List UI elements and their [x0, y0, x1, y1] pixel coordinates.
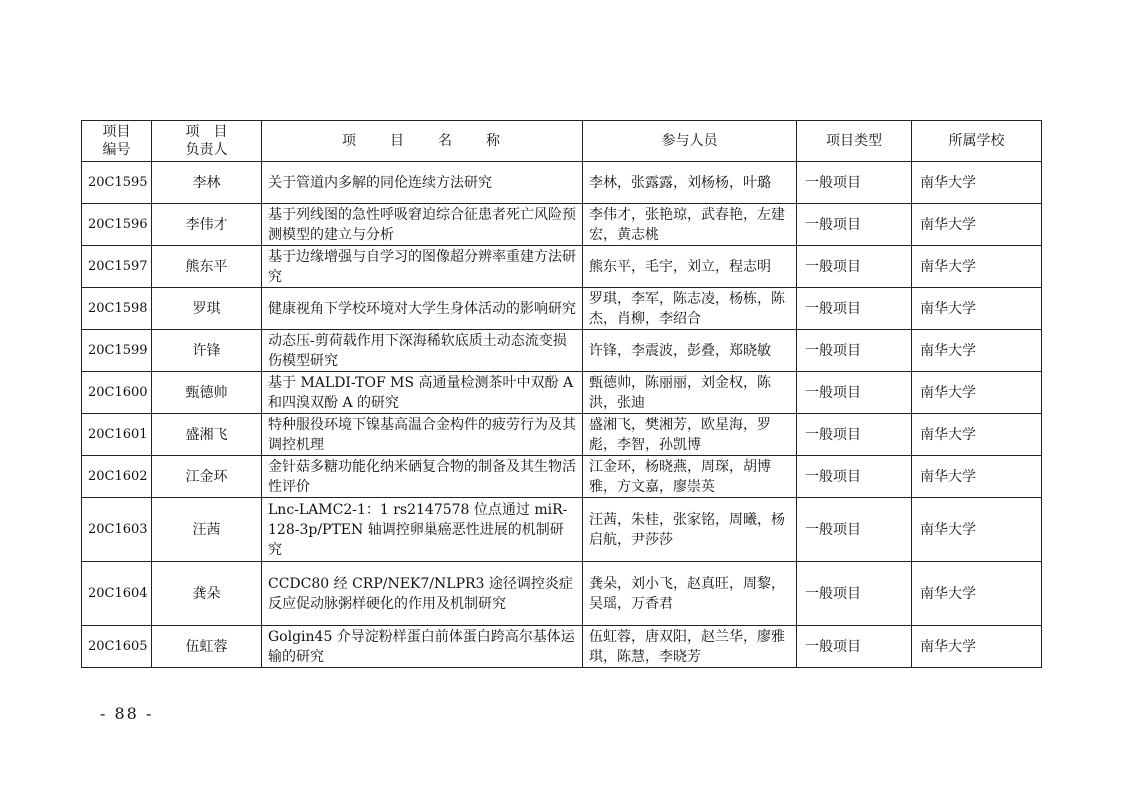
project-leader: 伍虹蓉 [152, 626, 262, 668]
project-members: 许锋，李震波，彭叠，郑晓敏 [583, 330, 797, 372]
project-name: 基于 MALDI-TOF MS 高通量检测茶叶中双酚 A 和四溴双酚 A 的研究 [262, 372, 583, 414]
project-members: 甄德帅，陈丽丽，刘金权，陈洪，张迪 [583, 372, 797, 414]
project-leader: 汪茜 [152, 498, 262, 562]
project-school: 南华大学 [912, 204, 1042, 246]
project-name: 特种服役环境下镍基高温合金构件的疲劳行为及其调控机理 [262, 414, 583, 456]
table-row [82, 414, 1042, 456]
table-row [82, 162, 1042, 204]
header-members: 参与人员 [583, 121, 797, 162]
project-code: 20C1599 [82, 330, 152, 372]
project-code: 20C1597 [82, 246, 152, 288]
header-leader-line1: 项 目 [185, 124, 228, 140]
project-school: 南华大学 [912, 372, 1042, 414]
project-members: 龚朵，刘小飞，赵真旺，周黎，吴瑶，万香君 [583, 562, 797, 626]
project-members: 李林，张露露，刘杨杨，叶璐 [583, 162, 797, 204]
project-code: 20C1604 [82, 562, 152, 626]
table-row [82, 498, 1042, 562]
project-members: 江金环，杨晓燕，周琛，胡博雅，方文嘉，廖崇英 [583, 456, 797, 498]
project-school: 南华大学 [912, 414, 1042, 456]
project-name: Golgin45 介导淀粉样蛋白前体蛋白跨高尔基体运输的研究 [262, 626, 583, 668]
project-leader: 甄德帅 [152, 372, 262, 414]
project-type: 一般项目 [797, 456, 912, 498]
project-code: 20C1598 [82, 288, 152, 330]
project-school: 南华大学 [912, 246, 1042, 288]
project-members: 盛湘飞，樊湘芳，欧星海，罗彪，李智，孙凯博 [583, 414, 797, 456]
project-members: 熊东平，毛宇，刘立，程志明 [583, 246, 797, 288]
header-school: 所属学校 [912, 121, 1042, 162]
header-code-line2: 编号 [102, 142, 131, 158]
project-school: 南华大学 [912, 626, 1042, 668]
project-code: 20C1605 [82, 626, 152, 668]
project-leader: 李伟才 [152, 204, 262, 246]
project-code: 20C1595 [82, 162, 152, 204]
table-row [82, 456, 1042, 498]
project-type: 一般项目 [797, 626, 912, 668]
project-members: 汪茜，朱桂，张家铭，周曦，杨启航，尹莎莎 [583, 498, 797, 562]
table-row [82, 562, 1042, 626]
header-name: 项 目 名 称 [262, 121, 583, 162]
project-code: 20C1596 [82, 204, 152, 246]
project-members: 伍虹蓉，唐双阳，赵兰华，廖雅琪，陈慧，李晓芳 [583, 626, 797, 668]
project-leader: 熊东平 [152, 246, 262, 288]
project-type: 一般项目 [797, 414, 912, 456]
header-row [82, 121, 1042, 162]
project-code: 20C1601 [82, 414, 152, 456]
table-row [82, 246, 1042, 288]
project-table [81, 120, 1042, 668]
table-header [82, 121, 1042, 162]
project-name: 动态压-剪荷载作用下深海稀软底质土动态流变损伤模型研究 [262, 330, 583, 372]
project-members: 罗琪，李军，陈志凌，杨栋，陈杰，肖柳，李绍合 [583, 288, 797, 330]
project-type: 一般项目 [797, 372, 912, 414]
header-code [82, 121, 152, 162]
project-school: 南华大学 [912, 162, 1042, 204]
header-code-line1: 项目 [102, 124, 131, 140]
project-code: 20C1603 [82, 498, 152, 562]
project-leader: 龚朵 [152, 562, 262, 626]
header-leader-line2: 负责人 [185, 142, 228, 158]
table-row [82, 204, 1042, 246]
project-leader: 罗琪 [152, 288, 262, 330]
project-type: 一般项目 [797, 246, 912, 288]
project-school: 南华大学 [912, 498, 1042, 562]
table-row [82, 372, 1042, 414]
project-type: 一般项目 [797, 330, 912, 372]
project-type: 一般项目 [797, 162, 912, 204]
project-name: Lnc-LAMC2-1：1 rs2147578 位点通过 miR-128-3p/PTEN 轴调控卵巢癌恶性进展的机制研究 [262, 498, 583, 562]
project-leader: 江金环 [152, 456, 262, 498]
header-leader [152, 121, 262, 162]
project-leader: 盛湘飞 [152, 414, 262, 456]
table-row [82, 288, 1042, 330]
table-body [82, 162, 1042, 668]
project-school: 南华大学 [912, 330, 1042, 372]
table-row [82, 330, 1042, 372]
project-name: 关于管道内多解的同伦连续方法研究 [262, 162, 583, 204]
project-name: 健康视角下学校环境对大学生身体活动的影响研究 [262, 288, 583, 330]
project-members: 李伟才，张艳琼，武春艳，左建宏，黄志桃 [583, 204, 797, 246]
project-code: 20C1600 [82, 372, 152, 414]
project-school: 南华大学 [912, 288, 1042, 330]
project-leader: 许锋 [152, 330, 262, 372]
project-name: 基于边缘增强与自学习的图像超分辨率重建方法研究 [262, 246, 583, 288]
header-type: 项目类型 [797, 121, 912, 162]
project-school: 南华大学 [912, 562, 1042, 626]
project-type: 一般项目 [797, 562, 912, 626]
project-name: 基于列线图的急性呼吸窘迫综合征患者死亡风险预测模型的建立与分析 [262, 204, 583, 246]
page-number: - 88 - [100, 704, 154, 723]
project-type: 一般项目 [797, 204, 912, 246]
project-type: 一般项目 [797, 288, 912, 330]
project-name: 金针菇多糖功能化纳米硒复合物的制备及其生物活性评价 [262, 456, 583, 498]
project-type: 一般项目 [797, 498, 912, 562]
project-code: 20C1602 [82, 456, 152, 498]
project-leader: 李林 [152, 162, 262, 204]
project-name: CCDC80 经 CRP/NEK7/NLPR3 途径调控炎症反应促动脉粥样硬化的作用及机制研究 [262, 562, 583, 626]
project-school: 南华大学 [912, 456, 1042, 498]
table-row [82, 626, 1042, 668]
